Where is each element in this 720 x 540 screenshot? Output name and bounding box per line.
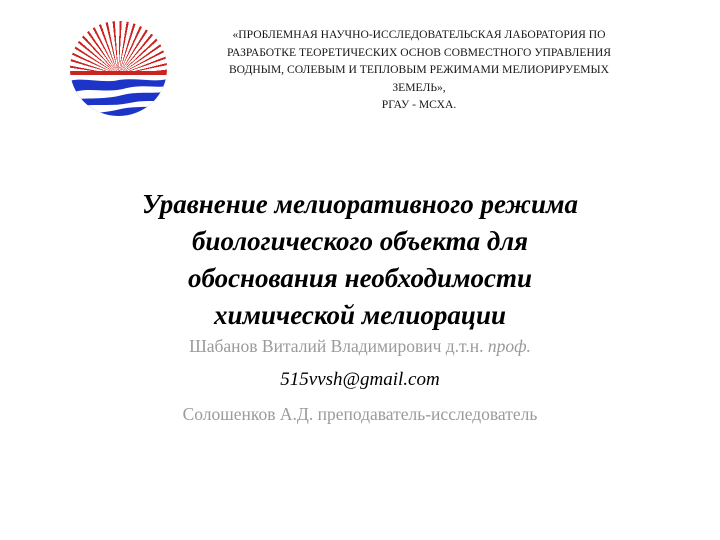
author-line-primary bbox=[0, 336, 720, 357]
lab-name-line: ЗЕМЕЛЬ», bbox=[392, 80, 446, 94]
lab-name-line: РАЗРАБОТКЕ ТЕОРЕТИЧЕСКИХ ОСНОВ СОВМЕСТНОГО УПРАВЛЕНИЯ bbox=[227, 45, 611, 59]
contact-email: 515vvsh@gmail.com bbox=[280, 369, 440, 390]
slide-title-line: химической мелиорации bbox=[214, 300, 506, 330]
lab-name-line: «ПРОБЛЕМНАЯ НАУЧНО-ИССЛЕДОВАТЕЛЬСКАЯ ЛАБОРАТОРИЯ ПО bbox=[232, 28, 606, 41]
slide-title-line: Уравнение мелиоративного режима bbox=[142, 189, 578, 219]
waves-icon bbox=[70, 75, 167, 116]
lab-name-line: РГАУ - МСХА. bbox=[381, 98, 457, 112]
slide-title-line: обоснования необходимости bbox=[187, 263, 533, 293]
slide-title bbox=[40, 186, 680, 334]
lab-name bbox=[173, 26, 665, 114]
sunburst-icon bbox=[70, 21, 167, 75]
author-line-secondary: Солошенков А.Д. преподаватель-исследователь bbox=[182, 404, 538, 424]
slide-title-line: биологического объекта для bbox=[191, 226, 529, 256]
author-name: Шабанов Виталий Владимирович д.т.н. bbox=[189, 336, 484, 356]
author-degree: проф. bbox=[487, 336, 531, 356]
lab-name-line: ВОДНЫМ, СОЛЕВЫМ И ТЕПЛОВЫМ РЕЖИМАМИ МЕЛИОРИРУЕМЫХ bbox=[228, 63, 610, 77]
university-logo bbox=[70, 21, 167, 116]
sunburst-base-line bbox=[70, 71, 167, 74]
